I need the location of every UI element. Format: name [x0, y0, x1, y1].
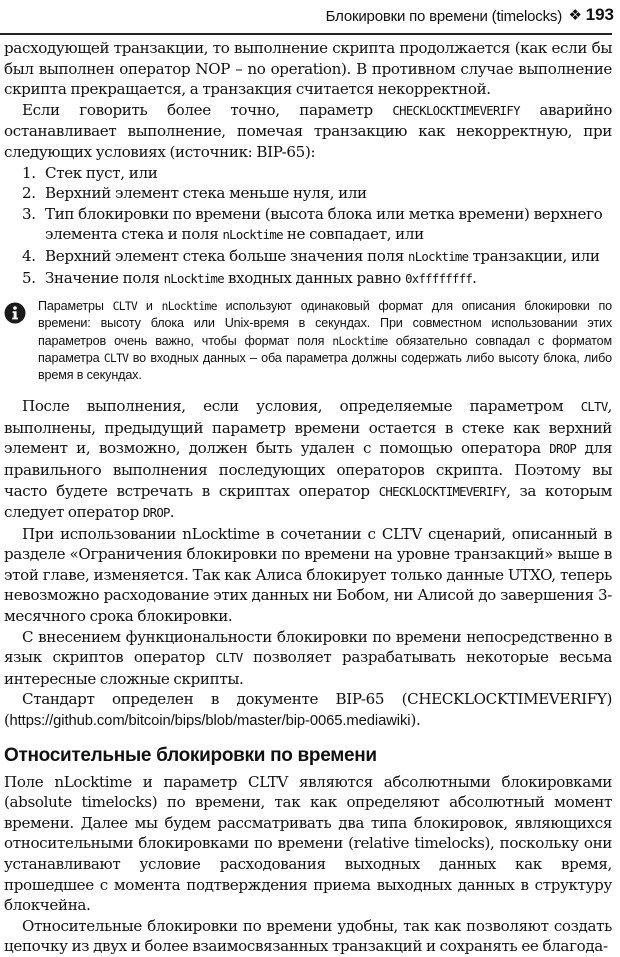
- text: используют одинаковый формат для описания блокировки по времени: высоту блока или Unix-время в секундах. При совместном использовании этих параметров очень важно, чтобы формат поля: [38, 299, 612, 348]
- text: Если говорить более точно, параметр: [22, 100, 393, 119]
- inline-code: nLocktime: [332, 334, 388, 348]
- list-item: [22, 246, 612, 268]
- text: .: [169, 503, 175, 522]
- inline-code: DROP: [549, 442, 577, 457]
- paragraph-cltv-conditions: [4, 100, 612, 163]
- list-number: 1.: [22, 163, 36, 182]
- list-number: 5.: [22, 268, 36, 287]
- page-body: [4, 38, 612, 957]
- list-number: 4.: [22, 246, 36, 265]
- text: С внесением функциональности блокировки по времени непосредственно в язык скриптов оператор: [4, 627, 612, 667]
- note-text: [38, 298, 612, 384]
- text: После выполнения, если условия, определяемые параметром: [22, 397, 581, 416]
- running-title: Блокировки по времени (timelocks): [325, 8, 562, 25]
- inline-code: nLocktime: [222, 228, 283, 243]
- text: во входных данных – оба параметра должны содержать либо высоту блока, либо время в секундах.: [38, 350, 612, 382]
- inline-code: CHECKLOCKTIMEVERIFY: [392, 103, 520, 118]
- list-item: [22, 204, 612, 246]
- page-number: 193: [585, 5, 614, 24]
- text: обязательно совпадал с форматом параметра: [38, 333, 612, 365]
- inline-code: CLTV: [112, 300, 138, 314]
- inline-code: CLTV: [103, 351, 129, 365]
- text: Параметры: [38, 299, 113, 314]
- list-number: 3.: [22, 204, 36, 223]
- inline-code: CLTV: [215, 651, 243, 666]
- text: ).: [410, 711, 421, 730]
- list-item: [22, 163, 612, 184]
- info-icon: [4, 302, 26, 324]
- inline-code: CLTV: [580, 400, 608, 415]
- text: , за которым следует оператор: [4, 481, 612, 522]
- text: позволяет разрабатывать некоторые весьма интересные сложные скрипты.: [4, 648, 612, 688]
- inline-code: nLocktime: [408, 249, 469, 264]
- list-item: [22, 183, 612, 204]
- bip65-link[interactable]: https://github.com/bitcoin/bips/blob/master/bip-0065.mediawiki: [9, 713, 411, 730]
- list-text: не совпадает, или: [282, 225, 424, 244]
- paragraph-cltv-scripts: [4, 627, 612, 690]
- list-text: Тип блокировки по времени (высота блока или метка времени) верхнего элемента стека и поля: [45, 204, 603, 244]
- inline-code: nLocktime: [163, 271, 224, 286]
- header-rule: [0, 33, 612, 35]
- text: и: [137, 299, 162, 314]
- info-note: [4, 298, 612, 384]
- inline-code: nLocktime: [161, 300, 217, 314]
- list-number: 2.: [22, 184, 36, 203]
- list-text: .: [472, 268, 477, 287]
- inline-code: 0xffffffff: [405, 271, 473, 286]
- paragraph-nlocktime-cltv: При использовании nLocktime в сочетании с CLTV сценарий, описанный в разделе «Ограничения блокировки по времени на уровне транзакций» выше в этой главе, изменяется. Так как Алиса блокирует только данные UTXO, теперь невозможно расходование этих данных ни Бобом, ни Алисой до завершения 3-месячного срока блокировки.: [4, 524, 612, 626]
- paragraph-after-execution: [4, 396, 612, 524]
- paragraph-continued: расходующей транзакции, то выполнение скрипта продолжается (как если бы был выполнен оператор NOP – no operation). В противном случае выполнение скрипта прекращается, а транзакция считается некорректной.: [4, 39, 612, 99]
- text: , выполнены, предыдущий параметр времени остается в стеке как верхний элемент и, возможно, должен быть удален с помощью оператора: [4, 397, 612, 458]
- inline-code: CHECKLOCKTIMEVERIFY: [378, 484, 507, 499]
- paragraph-bip65-reference: [4, 689, 612, 731]
- list-text: Стек пуст, или: [45, 163, 158, 182]
- page-header: [0, 0, 620, 36]
- diamond-ornament-icon: ❖: [568, 6, 582, 24]
- paragraph-relative-usefulness: Относительные блокировки по времени удобны, так как позволяют создать цепочку из двух и более взаимосвязанных транзакций и сохранять ее благода-: [4, 916, 612, 956]
- list-text: Значение поля: [45, 268, 164, 287]
- inline-code: DROP: [142, 506, 170, 521]
- list-text: транзакции, или: [468, 246, 600, 265]
- text: Стандарт определен в документе BIP-65 (CHECKLOCKTIMEVERIFY) (: [4, 690, 612, 730]
- conditions-list: [4, 163, 612, 290]
- list-text: входных данных равно: [223, 268, 406, 287]
- list-text: Верхний элемент стека меньше нуля, или: [45, 184, 367, 203]
- text: аварийно останавливает выполнение, помечая транзакцию как некорректную, при следующих условиях (источник: BIP-65):: [4, 100, 612, 161]
- paragraph-absolute-relative: Поле nLocktime и параметр CLTV являются абсолютными блокировками (absolute timelocks) по времени, так как определяют абсолютный момент времени. Далее мы будем рассматривать два типа блокировок, являющихся относительными блокировками по времени (relative timelocks), поскольку они устанавливают условие расходования выходных данных как время, прошедшее с момента подтверждения приема выходных данных в структуру блокчейна.: [4, 772, 612, 915]
- section-heading: Относительные блокировки по времени: [4, 744, 377, 766]
- list-item: [22, 268, 612, 290]
- text: для правильного выполнения последующих операторов скрипта. Поэтому вы часто будете встречать в скриптах оператор: [4, 439, 612, 500]
- list-text: Верхний элемент стека больше значения поля: [45, 246, 408, 265]
